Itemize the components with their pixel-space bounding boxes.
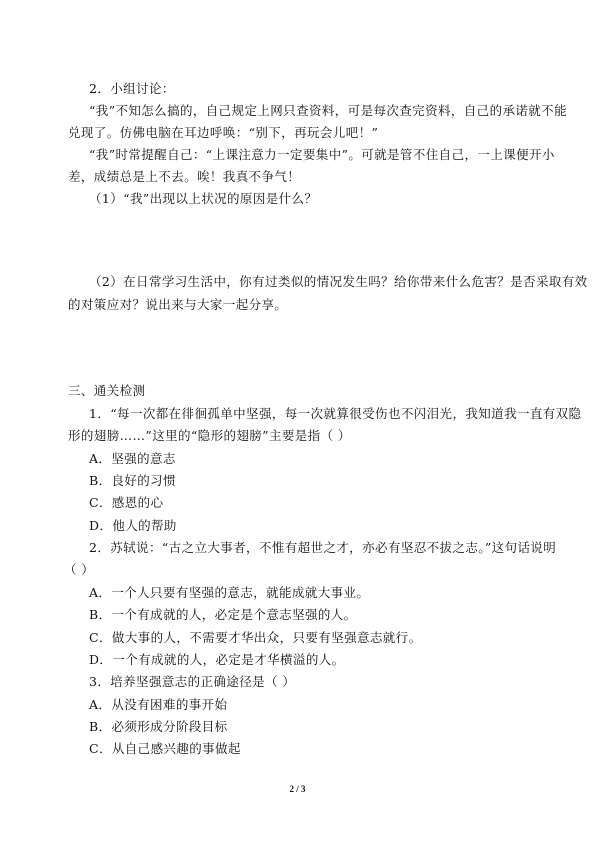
test-q3-option-c: C．从自己感兴趣的事做起	[89, 741, 241, 756]
test-q2-option-c: C．做大事的人，不需要才华出众，只要有坚强意志就行。	[89, 630, 422, 645]
test-q1-option-d: D．他人的帮助	[89, 518, 177, 533]
test-q2-option-d: D．一个有成就的人，必定是才华横溢的人。	[89, 652, 345, 667]
test-q1-option-c: C．感恩的心	[89, 495, 164, 510]
discussion-question-1: （1）“我”出现以上状况的原因是什么？	[89, 191, 318, 206]
test-q2-option-a: A．一个人只要有坚强的意志，就能成就大事业。	[89, 585, 370, 600]
test-q3-stem: 3．培养坚强意志的正确途径是（ ）	[89, 674, 296, 689]
discussion-question-2-line-2: 的对策应对？说出来与大家一起分享。	[68, 297, 288, 312]
test-section-heading: 三、通关检测	[68, 383, 146, 398]
test-q1-stem-line-1: 1．“每一次都在徘徊孤单中坚强，每一次就算很受伤也不闪泪光，我知道我一直有双隐	[89, 406, 582, 421]
test-q1-stem-line-2: 形的翅膀……”这里的“隐形的翅膀”主要是指（ ）	[68, 428, 351, 443]
scenario-2-line-1: “我”时常提醒自己：“上课注意力一定要集中”。可就是管不住自己，一上课便开小	[89, 147, 555, 162]
test-q1-option-a: A．坚强的意志	[89, 451, 176, 466]
page-number: 2 / 3	[289, 784, 306, 794]
discussion-heading: 2．小组讨论：	[89, 81, 175, 96]
test-q3-option-b: B．必须形成分阶段目标	[89, 719, 228, 734]
test-q2-option-b: B．一个有成就的人，必定是个意志坚强的人。	[89, 607, 357, 622]
test-q2-stem-line-2: （ ）	[64, 562, 95, 577]
test-q1-option-b: B．良好的习惯	[89, 473, 176, 488]
scenario-1-line-2: 兑现了。仿佛电脑在耳边呼唤：“别下，再玩会儿吧！”	[68, 125, 379, 140]
scenario-1-line-1: “我”不知怎么搞的，自己规定上网只查资料，可是每次查完资料，自己的承诺就不能	[89, 103, 567, 118]
test-q2-stem-line-1: 2．苏轼说：“古之立大事者，不惟有超世之才，亦必有坚忍不拔之志。”这句话说明	[89, 540, 557, 555]
scenario-2-line-2: 差，成绩总是上不去。唉！我真不争气！	[68, 169, 301, 184]
discussion-question-2-line-1: （2）在日常学习生活中，你有过类似的情况发生吗？给你带来什么危害？是否采取有效	[89, 274, 588, 289]
test-q3-option-a: A．从没有困难的事开始	[89, 697, 228, 712]
